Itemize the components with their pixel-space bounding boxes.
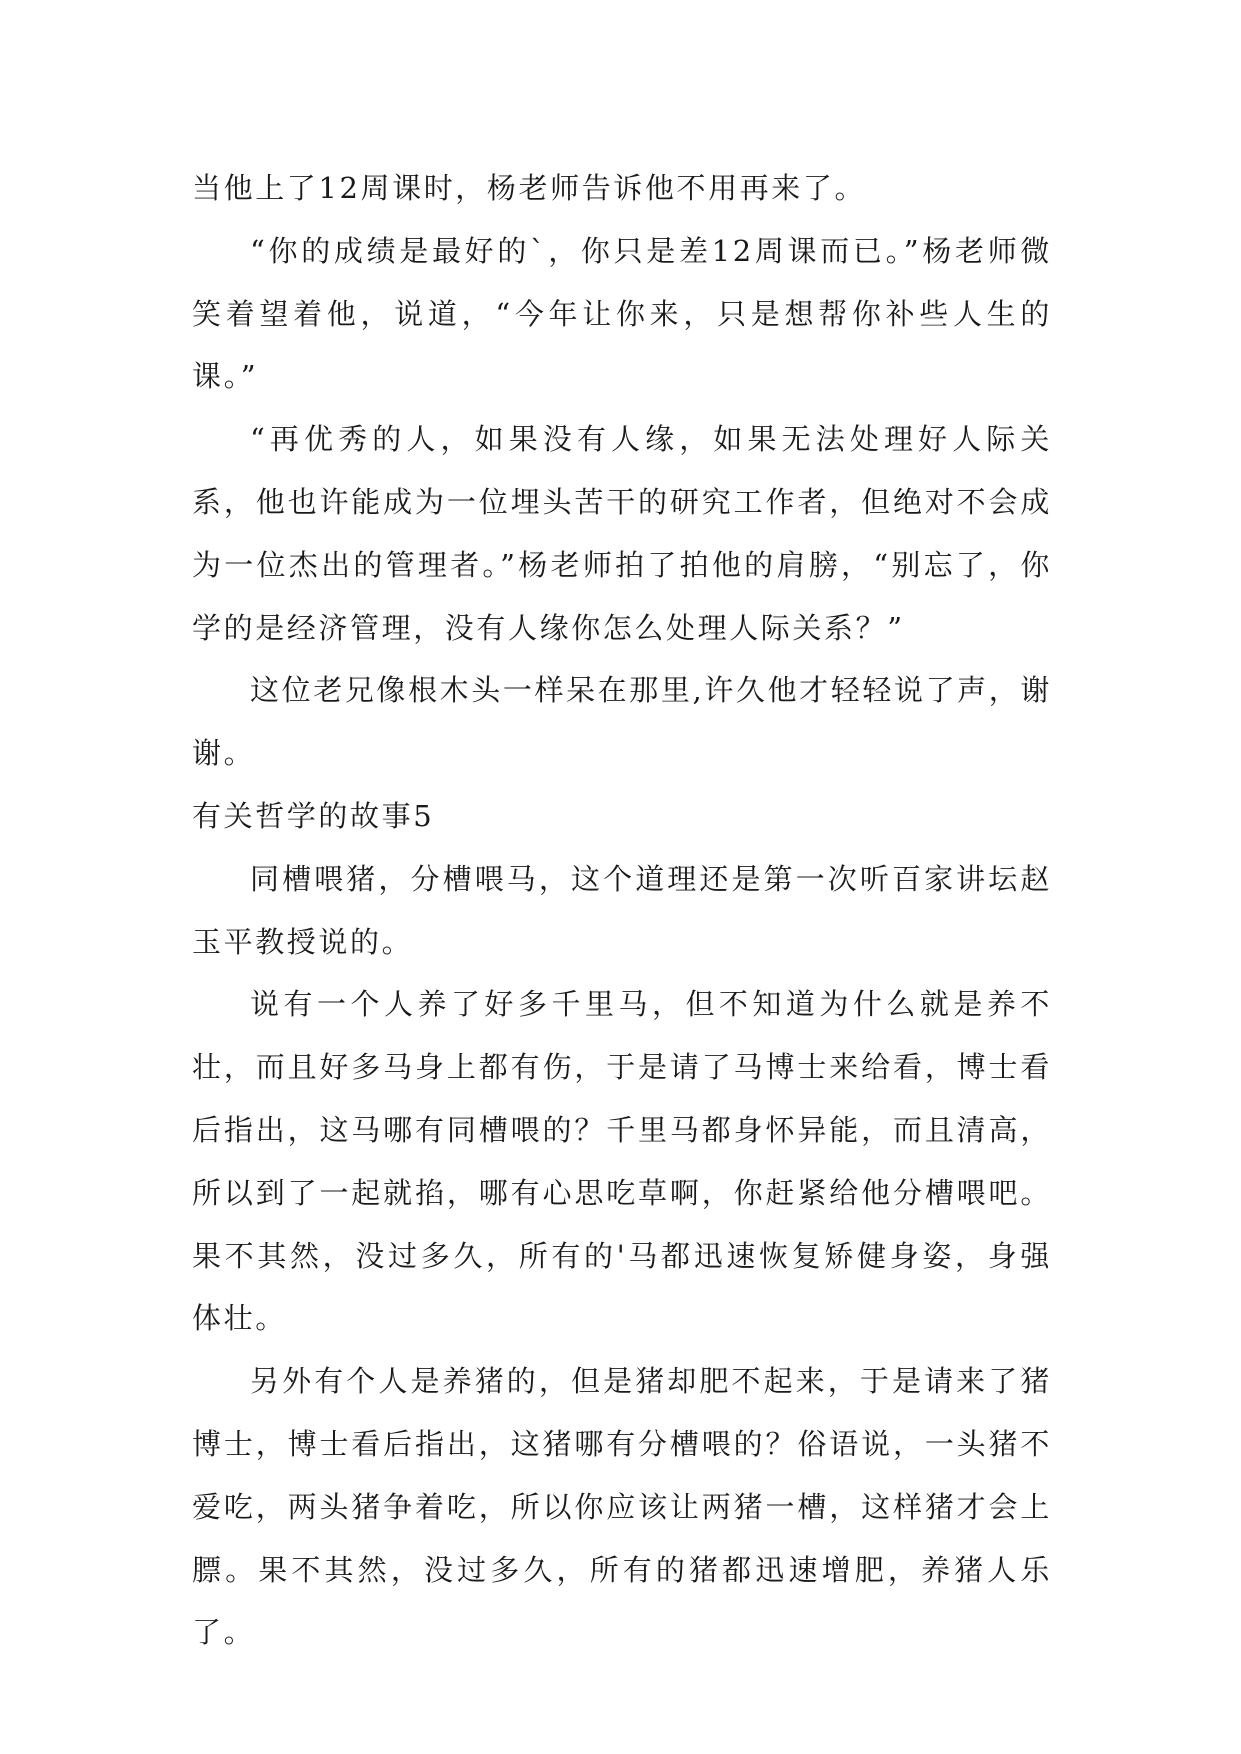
paragraph-1: 当他上了12周课时，杨老师告诉他不用再来了。 (192, 171, 867, 205)
paragraph-4: 这位老兄像根木头一样呆在那里,许久他才轻轻说了声，谢谢。 (192, 673, 1052, 771)
paragraph-3: “再优秀的人，如果没有人缘，如果无法处理好人际关系，他也许能成为一位埋头苦干的研究工作者，但绝对不会成为一位杰出的管理者。”杨老师拍了拍他的肩膀，“别忘了，你学的是经济管理，没有人缘你怎么处理人际关系？” (192, 422, 1052, 645)
paragraph-5: 同槽喂猪，分槽喂马，这个道理还是第一次听百家讲坛赵玉平教授说的。 (192, 861, 1052, 959)
paragraph-6: 说有一个人养了好多千里马，但不知道为什么就是养不壮，而且好多马身上都有伤，于是请了马博士来给看，博士看后指出，这马哪有同槽喂的？千里马都身怀异能，而且清高，所以到了一起就掐，哪有心思吃草啊，你赶紧给他分槽喂吧。果不其然，没过多久，所有的'马都迅速恢复矫健身姿，身强体壮。 (192, 987, 1052, 1336)
section-heading: 有关哲学的故事5 (192, 798, 435, 833)
paragraph-7: 另外有个人是养猪的，但是猪却肥不起来，于是请来了猪博士，博士看后指出，这猪哪有分槽喂的？俗语说，一头猪不爱吃，两头猪争着吃，所以你应该让两猪一槽，这样猪才会上膘。果不其然，没过多久，所有的猪都迅速增肥，养猪人乐了。 (192, 1364, 1052, 1650)
document-body (192, 157, 1052, 1664)
paragraph-2: “你的成绩是最好的`，你只是差12周课而已。”杨老师微笑着望着他，说道，“今年让你来，只是想帮你补些人生的课。” (192, 233, 1052, 394)
